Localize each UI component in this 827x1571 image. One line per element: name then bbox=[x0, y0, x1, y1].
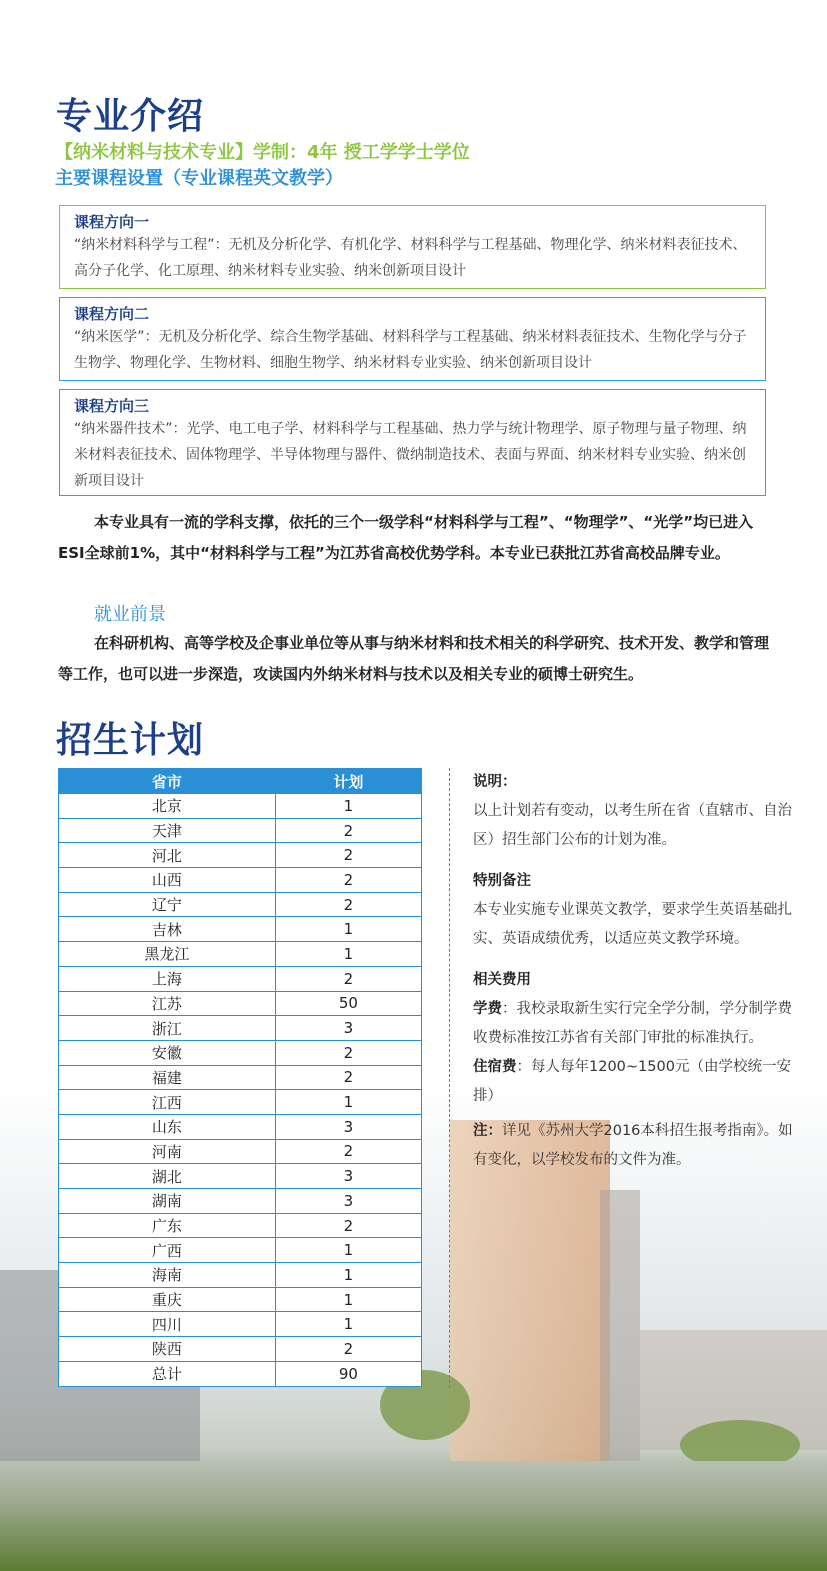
direction-body: “纳米器件技术”：光学、电工电子学、材料科学与工程基础、热力学与统计物理学、原子物理与量子物理、纳米材料表征技术、固体物理学、半导体物理与器件、微纳制造技术、表面与界面、纳米材料专业实验、纳米创新项目设计 bbox=[74, 421, 747, 489]
cell-quota: 3 bbox=[275, 1164, 421, 1189]
table-row bbox=[59, 1287, 422, 1312]
divider bbox=[449, 768, 450, 1388]
cell-province: 山西 bbox=[59, 868, 276, 893]
table-row bbox=[59, 991, 422, 1016]
cell-quota: 50 bbox=[275, 991, 421, 1016]
cell-province: 北京 bbox=[59, 794, 276, 819]
cell-quota: 2 bbox=[275, 1337, 421, 1362]
cell-province: 陕西 bbox=[59, 1337, 276, 1362]
cell-quota: 1 bbox=[275, 1287, 421, 1312]
direction-title: 课程方向二 bbox=[74, 305, 150, 323]
cell-province: 辽宁 bbox=[59, 892, 276, 917]
table-row bbox=[59, 966, 422, 991]
dorm-label: 住宿费 bbox=[473, 1059, 517, 1075]
table-row bbox=[59, 1189, 422, 1214]
note-label: 注： bbox=[473, 1123, 502, 1139]
note-title: 特别备注 bbox=[473, 873, 531, 889]
table-row bbox=[59, 917, 422, 942]
employment-paragraph: 在科研机构、高等学校及企事业单位等从事与纳米材料和技术相关的科学研究、技术开发、教学和管理等工作，也可以进一步深造，攻读国内外纳米材料与技术以及相关专业的硕博士研究生。 bbox=[58, 634, 770, 683]
dorm-text: ：每人每年1200~1500元（由学校统一安排） bbox=[473, 1059, 791, 1104]
note-title: 说明： bbox=[473, 774, 517, 790]
cell-quota: 1 bbox=[275, 1238, 421, 1263]
cell-quota: 1 bbox=[275, 942, 421, 967]
cell-quota: 2 bbox=[275, 1065, 421, 1090]
cell-quota: 1 bbox=[275, 1263, 421, 1288]
cell-province: 安徽 bbox=[59, 1040, 276, 1065]
cell-province: 海南 bbox=[59, 1263, 276, 1288]
cell-quota: 2 bbox=[275, 1213, 421, 1238]
cell-province: 山东 bbox=[59, 1114, 276, 1139]
header-quota: 计划 bbox=[275, 769, 421, 794]
curriculum-heading: 主要课程设置（专业课程英文教学） bbox=[55, 168, 343, 189]
note-title: 相关费用 bbox=[473, 972, 531, 988]
cell-quota: 2 bbox=[275, 818, 421, 843]
cell-province: 四川 bbox=[59, 1312, 276, 1337]
table-row bbox=[59, 1263, 422, 1288]
cell-quota: 3 bbox=[275, 1114, 421, 1139]
cell-province: 广西 bbox=[59, 1238, 276, 1263]
cell-quota: 2 bbox=[275, 892, 421, 917]
table-row bbox=[59, 1065, 422, 1090]
table-row bbox=[59, 942, 422, 967]
table-row bbox=[59, 1016, 422, 1041]
cell-province: 总计 bbox=[59, 1361, 276, 1386]
enrollment-table bbox=[58, 768, 422, 1387]
cell-province: 重庆 bbox=[59, 1287, 276, 1312]
cell-province: 天津 bbox=[59, 818, 276, 843]
note-text: 详见《苏州大学2016本科招生报考指南》。如有变化，以学校发布的文件为准。 bbox=[473, 1123, 793, 1168]
cell-quota: 2 bbox=[275, 1139, 421, 1164]
cell-quota: 2 bbox=[275, 966, 421, 991]
cell-quota: 90 bbox=[275, 1361, 421, 1386]
fee-text: ：我校录取新生实行完全学分制，学分制学费收费标准按江苏省有关部门审批的标准执行。 bbox=[473, 1001, 792, 1046]
direction-box-1 bbox=[59, 205, 766, 289]
table-row bbox=[59, 1040, 422, 1065]
direction-title: 课程方向一 bbox=[74, 213, 150, 231]
table-row bbox=[59, 1238, 422, 1263]
table-row bbox=[59, 1090, 422, 1115]
cell-quota: 2 bbox=[275, 1040, 421, 1065]
cell-quota: 3 bbox=[275, 1189, 421, 1214]
direction-body: “纳米材料科学与工程”：无机及分析化学、有机化学、材料科学与工程基础、物理化学、纳米材料表征技术、高分子化学、化工原理、纳米材料专业实验、纳米创新项目设计 bbox=[74, 237, 747, 279]
table-row bbox=[59, 1164, 422, 1189]
table-row bbox=[59, 818, 422, 843]
cell-province: 湖南 bbox=[59, 1189, 276, 1214]
notes-panel bbox=[473, 768, 793, 1175]
table-row bbox=[59, 892, 422, 917]
table-row bbox=[59, 1139, 422, 1164]
cell-province: 江苏 bbox=[59, 991, 276, 1016]
cell-province: 福建 bbox=[59, 1065, 276, 1090]
direction-box-3 bbox=[59, 389, 766, 496]
table-row bbox=[59, 794, 422, 819]
note-text: 以上计划若有变动，以考生所在省（直辖市、自治区）招生部门公布的计划为准。 bbox=[473, 803, 792, 848]
cell-province: 江西 bbox=[59, 1090, 276, 1115]
direction-box-2 bbox=[59, 297, 766, 381]
section-title-plan: 招生计划 bbox=[56, 720, 205, 761]
cell-province: 广东 bbox=[59, 1213, 276, 1238]
direction-title: 课程方向三 bbox=[74, 397, 150, 415]
cell-province: 黑龙江 bbox=[59, 942, 276, 967]
section-title-intro: 专业介绍 bbox=[56, 96, 205, 137]
table-row bbox=[59, 1361, 422, 1386]
cell-quota: 2 bbox=[275, 868, 421, 893]
cell-quota: 1 bbox=[275, 794, 421, 819]
table-row bbox=[59, 1312, 422, 1337]
note-text: 本专业实施专业课英文教学，要求学生英语基础扎实、英语成绩优秀，以适应英文教学环境。 bbox=[473, 902, 792, 947]
table-row bbox=[59, 843, 422, 868]
direction-body: “纳米医学”：无机及分析化学、综合生物学基础、材料科学与工程基础、纳米材料表征技术、生物化学与分子生物学、物理化学、生物材料、细胞生物学、纳米材料专业实验、纳米创新项目设计 bbox=[74, 329, 747, 371]
cell-province: 湖北 bbox=[59, 1164, 276, 1189]
fee-label: 学费 bbox=[473, 1001, 502, 1017]
cell-province: 吉林 bbox=[59, 917, 276, 942]
cell-quota: 1 bbox=[275, 917, 421, 942]
cell-province: 上海 bbox=[59, 966, 276, 991]
table-row bbox=[59, 1213, 422, 1238]
cell-province: 河南 bbox=[59, 1139, 276, 1164]
cell-quota: 3 bbox=[275, 1016, 421, 1041]
cell-province: 浙江 bbox=[59, 1016, 276, 1041]
major-info: 【纳米材料与技术专业】学制：4年 授工学学士学位 bbox=[55, 142, 470, 163]
cell-quota: 1 bbox=[275, 1312, 421, 1337]
table-row bbox=[59, 1114, 422, 1139]
cell-quota: 1 bbox=[275, 1090, 421, 1115]
employment-heading: 就业前景 bbox=[94, 604, 166, 625]
discipline-paragraph: 本专业具有一流的学科支撑，依托的三个一级学科“材料科学与工程”、“物理学”、“光学”均已进入ESI全球前1%，其中“材料科学与工程”为江苏省高校优势学科。本专业已获批江苏省高校品牌专业。 bbox=[58, 513, 754, 562]
cell-quota: 2 bbox=[275, 843, 421, 868]
header-province: 省市 bbox=[59, 769, 276, 794]
table-row bbox=[59, 1337, 422, 1362]
cell-province: 河北 bbox=[59, 843, 276, 868]
table-row bbox=[59, 868, 422, 893]
